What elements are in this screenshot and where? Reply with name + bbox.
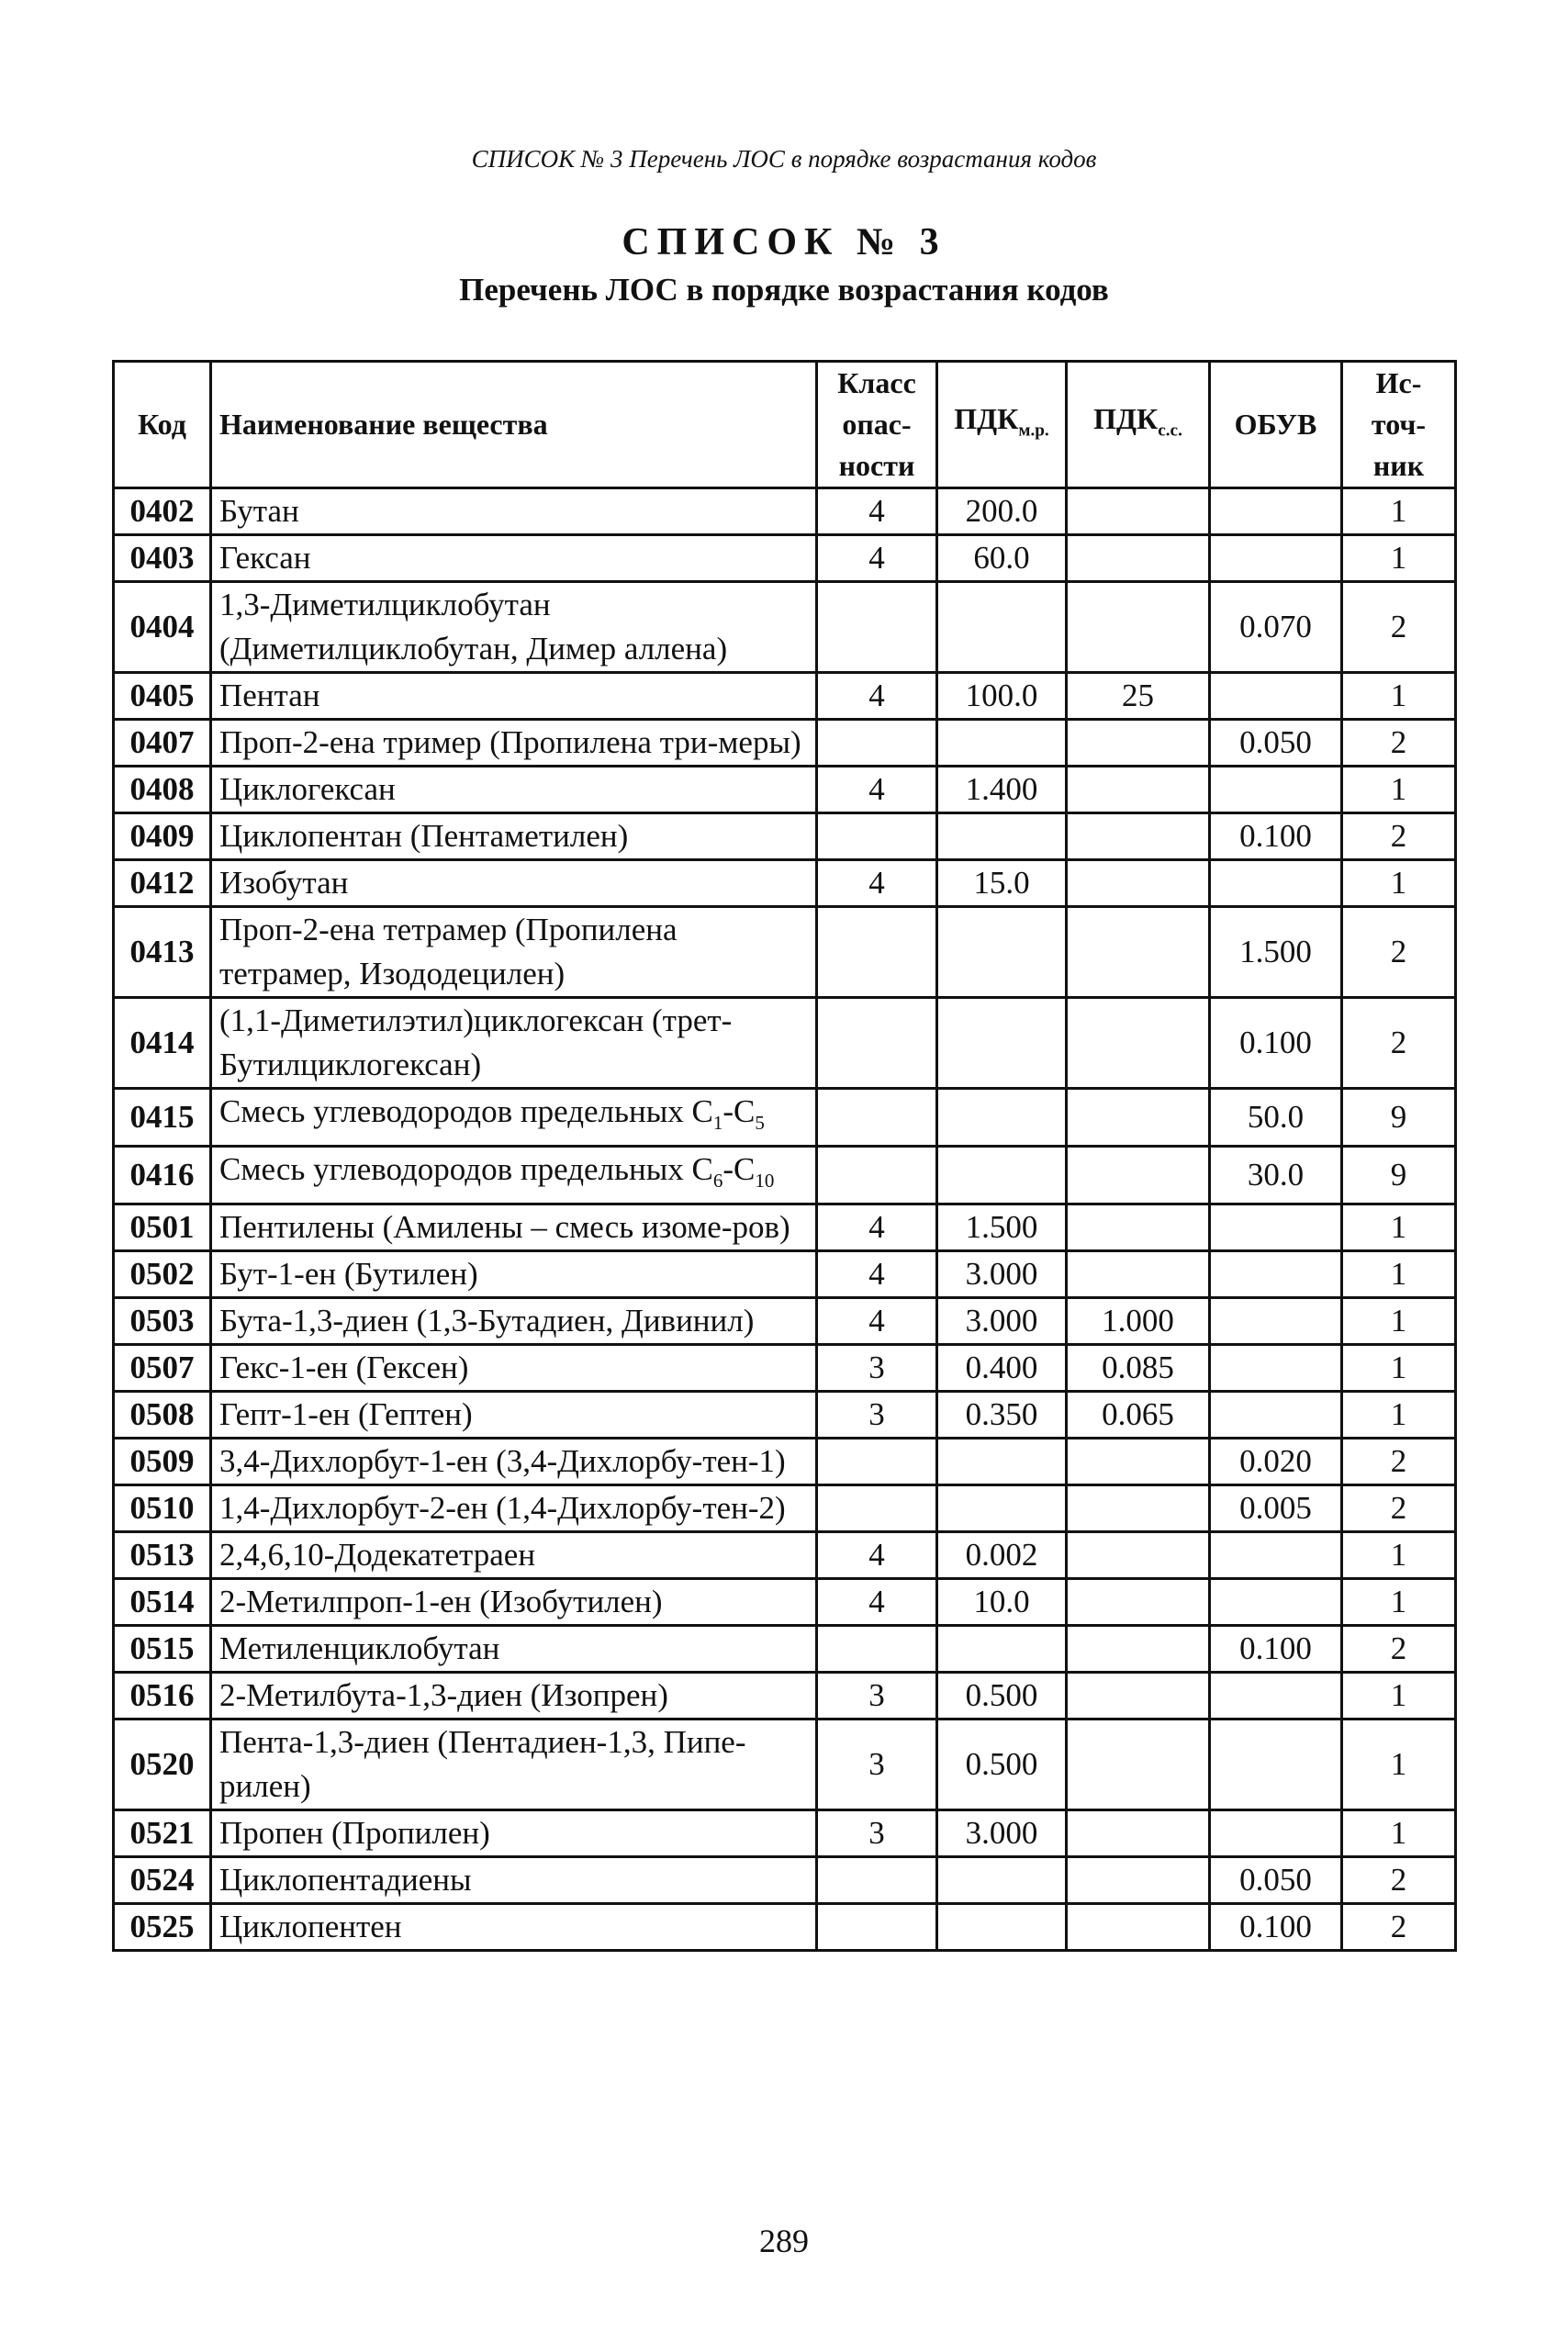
- cell-pdk-ss: [1067, 1147, 1210, 1204]
- cell-pdk-mr: 1.500: [937, 1204, 1067, 1251]
- cell-source: 2: [1342, 1485, 1456, 1532]
- cell-code: 0503: [114, 1298, 211, 1345]
- cell-name: Смесь углеводородов предельных $C_6-C_{10}$: [211, 1147, 817, 1204]
- cell-pdk-ss: 25: [1067, 673, 1210, 720]
- cell-source: 1: [1342, 1204, 1456, 1251]
- cell-pdk-mr: 0.350: [937, 1392, 1067, 1439]
- cell-hazard-class: [817, 720, 937, 767]
- cell-source: 1: [1342, 535, 1456, 582]
- cell-pdk-mr: 3.000: [937, 1810, 1067, 1857]
- col-header-pdk-ss: [1067, 362, 1210, 488]
- cell-obuv: [1210, 860, 1342, 907]
- table-body: [114, 488, 1456, 1951]
- cell-source: 1: [1342, 860, 1456, 907]
- cell-pdk-ss: [1067, 535, 1210, 582]
- hazard-class-line-1: Класс: [837, 366, 916, 399]
- cell-obuv: [1210, 1204, 1342, 1251]
- cell-source: 1: [1342, 1345, 1456, 1392]
- cell-source: 2: [1342, 720, 1456, 767]
- cell-pdk-ss: [1067, 907, 1210, 998]
- cell-hazard-class: 4: [817, 535, 937, 582]
- cell-code: 0509: [114, 1439, 211, 1485]
- cell-obuv: [1210, 1392, 1342, 1439]
- table-row: [114, 1345, 1456, 1392]
- cell-name: Гексан: [211, 535, 817, 582]
- cell-code: 0403: [114, 535, 211, 582]
- table-row: [114, 813, 1456, 860]
- cell-obuv: 0.005: [1210, 1485, 1342, 1532]
- page-subtitle: Перечень ЛОС в порядке возрастания кодов: [459, 272, 1109, 308]
- cell-pdk-ss: [1067, 1857, 1210, 1904]
- cell-hazard-class: 4: [817, 1579, 937, 1626]
- table-row: [114, 720, 1456, 767]
- cell-name: 1,3-Диметилциклобутан (Диметилциклобутан, Димер аллена): [211, 582, 817, 673]
- cell-hazard-class: 4: [817, 860, 937, 907]
- cell-pdk-ss: [1067, 1810, 1210, 1857]
- table-row: [114, 1147, 1456, 1204]
- cell-hazard-class: [817, 1857, 937, 1904]
- cell-pdk-mr: [937, 1439, 1067, 1485]
- cell-code: 0404: [114, 582, 211, 673]
- cell-pdk-mr: 1.400: [937, 767, 1067, 813]
- table-row: [114, 535, 1456, 582]
- cell-pdk-ss: [1067, 1532, 1210, 1579]
- cell-name: Пентилены (Амилены – смесь изоме-ров): [211, 1204, 817, 1251]
- cell-pdk-ss: [1067, 1626, 1210, 1673]
- cell-code: 0414: [114, 998, 211, 1089]
- cell-code: 0402: [114, 488, 211, 535]
- cell-code: 0415: [114, 1089, 211, 1147]
- cell-pdk-mr: 10.0: [937, 1579, 1067, 1626]
- cell-code: 0502: [114, 1251, 211, 1298]
- cell-source: 1: [1342, 1392, 1456, 1439]
- cell-hazard-class: [817, 813, 937, 860]
- table-row: [114, 1904, 1456, 1951]
- cell-obuv: [1210, 1579, 1342, 1626]
- col-header-hazard-class: [817, 362, 937, 488]
- cell-source: 9: [1342, 1089, 1456, 1147]
- source-line-3: ник: [1372, 449, 1425, 482]
- table-row: [114, 907, 1456, 998]
- cell-pdk-mr: [937, 1626, 1067, 1673]
- cell-name: Бута-1,3-диен (1,3-Бутадиен, Дивинил): [211, 1298, 817, 1345]
- table-row: [114, 1857, 1456, 1904]
- cell-name: 2,4,6,10-Додекатетраен: [211, 1532, 817, 1579]
- cell-code: 0408: [114, 767, 211, 813]
- cell-obuv: [1210, 1345, 1342, 1392]
- table-row: [114, 1089, 1456, 1147]
- cell-source: 2: [1342, 907, 1456, 998]
- cell-pdk-mr: [937, 907, 1067, 998]
- pdk-ss-label: ПДК: [1093, 401, 1159, 435]
- cell-name: Пентан: [211, 673, 817, 720]
- cell-obuv: [1210, 488, 1342, 535]
- cell-source: 2: [1342, 1439, 1456, 1485]
- table-row: [114, 1298, 1456, 1345]
- cell-hazard-class: 3: [817, 1810, 937, 1857]
- table-row: [114, 1392, 1456, 1439]
- cell-obuv: 50.0: [1210, 1089, 1342, 1147]
- cell-name: Циклогексан: [211, 767, 817, 813]
- source-line-2: точ-: [1371, 408, 1427, 441]
- cell-obuv: [1210, 1810, 1342, 1857]
- cell-code: 0524: [114, 1857, 211, 1904]
- cell-obuv: 0.100: [1210, 998, 1342, 1089]
- table-row: [114, 1626, 1456, 1673]
- cell-hazard-class: [817, 1147, 937, 1204]
- cell-hazard-class: [817, 1904, 937, 1951]
- page-number: 289: [759, 2223, 809, 2259]
- cell-obuv: [1210, 1719, 1342, 1810]
- cell-pdk-mr: [937, 1089, 1067, 1147]
- cell-code: 0409: [114, 813, 211, 860]
- cell-pdk-mr: 60.0: [937, 535, 1067, 582]
- cell-code: 0412: [114, 860, 211, 907]
- cell-pdk-ss: [1067, 1439, 1210, 1485]
- cell-source: 1: [1342, 488, 1456, 535]
- cell-pdk-ss: [1067, 582, 1210, 673]
- cell-hazard-class: 4: [817, 1251, 937, 1298]
- cell-code: 0405: [114, 673, 211, 720]
- table-row: [114, 1439, 1456, 1485]
- cell-pdk-ss: [1067, 1719, 1210, 1810]
- cell-source: 2: [1342, 1626, 1456, 1673]
- cell-code: 0525: [114, 1904, 211, 1951]
- cell-pdk-ss: [1067, 488, 1210, 535]
- cell-pdk-ss: [1067, 1485, 1210, 1532]
- cell-code: 0501: [114, 1204, 211, 1251]
- cell-pdk-ss: [1067, 1089, 1210, 1147]
- cell-pdk-ss: [1067, 720, 1210, 767]
- cell-obuv: 0.100: [1210, 1904, 1342, 1951]
- cell-obuv: 0.100: [1210, 813, 1342, 860]
- table-row: [114, 1810, 1456, 1857]
- cell-source: 9: [1342, 1147, 1456, 1204]
- cell-pdk-mr: 0.500: [937, 1673, 1067, 1719]
- hazard-class-line-3: ности: [838, 449, 915, 482]
- cell-hazard-class: 4: [817, 488, 937, 535]
- cell-hazard-class: [817, 1626, 937, 1673]
- cell-hazard-class: 4: [817, 1532, 937, 1579]
- cell-obuv: 0.070: [1210, 582, 1342, 673]
- table-row: [114, 1673, 1456, 1719]
- cell-hazard-class: [817, 1439, 937, 1485]
- cell-code: 0520: [114, 1719, 211, 1810]
- cell-source: 1: [1342, 1579, 1456, 1626]
- cell-pdk-mr: 3.000: [937, 1251, 1067, 1298]
- cell-obuv: [1210, 673, 1342, 720]
- cell-pdk-mr: 15.0: [937, 860, 1067, 907]
- cell-code: 0521: [114, 1810, 211, 1857]
- col-header-source: [1342, 362, 1456, 488]
- cell-code: 0510: [114, 1485, 211, 1532]
- cell-obuv: [1210, 1532, 1342, 1579]
- table-row: [114, 1579, 1456, 1626]
- cell-source: 1: [1342, 767, 1456, 813]
- cell-pdk-mr: 0.400: [937, 1345, 1067, 1392]
- cell-pdk-ss: [1067, 1904, 1210, 1951]
- cell-name: Бут-1-ен (Бутилен): [211, 1251, 817, 1298]
- cell-code: 0515: [114, 1626, 211, 1673]
- source-line-1: Ис-: [1375, 366, 1422, 399]
- cell-name: (1,1-Диметилэтил)циклогексан (трет-Бутилциклогексан): [211, 998, 817, 1089]
- cell-pdk-mr: 0.002: [937, 1532, 1067, 1579]
- cell-source: 2: [1342, 813, 1456, 860]
- cell-pdk-ss: [1067, 767, 1210, 813]
- cell-obuv: [1210, 767, 1342, 813]
- cell-code: 0514: [114, 1579, 211, 1626]
- cell-name: Пента-1,3-диен (Пентадиен-1,3, Пипе-рилен): [211, 1719, 817, 1810]
- cell-source: 1: [1342, 673, 1456, 720]
- cell-pdk-mr: [937, 720, 1067, 767]
- cell-obuv: 0.100: [1210, 1626, 1342, 1673]
- cell-name: Гепт-1-ен (Гептен): [211, 1392, 817, 1439]
- cell-pdk-mr: [937, 998, 1067, 1089]
- cell-hazard-class: 3: [817, 1345, 937, 1392]
- cell-obuv: 30.0: [1210, 1147, 1342, 1204]
- pdk-mr-sub: м.р.: [1018, 420, 1049, 441]
- cell-name: Метиленциклобутан: [211, 1626, 817, 1673]
- cell-pdk-ss: [1067, 1579, 1210, 1626]
- cell-name: Изобутан: [211, 860, 817, 907]
- cell-pdk-mr: 0.500: [937, 1719, 1067, 1810]
- cell-hazard-class: 4: [817, 767, 937, 813]
- cell-pdk-mr: [937, 1857, 1067, 1904]
- cell-source: 2: [1342, 1904, 1456, 1951]
- cell-obuv: [1210, 1298, 1342, 1345]
- cell-hazard-class: 4: [817, 673, 937, 720]
- cell-obuv: 1.500: [1210, 907, 1342, 998]
- cell-source: 1: [1342, 1251, 1456, 1298]
- pdk-mr-label: ПДК: [954, 401, 1019, 435]
- cell-obuv: 0.050: [1210, 1857, 1342, 1904]
- running-header: СПИСОК № 3 Перечень ЛОС в порядке возрастания кодов: [471, 145, 1097, 173]
- cell-hazard-class: 3: [817, 1673, 937, 1719]
- cell-obuv: 0.020: [1210, 1439, 1342, 1485]
- cell-source: 1: [1342, 1673, 1456, 1719]
- cell-hazard-class: 3: [817, 1392, 937, 1439]
- cell-pdk-mr: 3.000: [937, 1298, 1067, 1345]
- cell-source: 2: [1342, 1857, 1456, 1904]
- cell-hazard-class: [817, 582, 937, 673]
- cell-pdk-mr: [937, 1904, 1067, 1951]
- table-row: [114, 998, 1456, 1089]
- cell-hazard-class: [817, 907, 937, 998]
- col-header-code: Код: [114, 362, 211, 488]
- cell-code: 0407: [114, 720, 211, 767]
- table-row: [114, 1485, 1456, 1532]
- table-row: [114, 582, 1456, 673]
- cell-pdk-ss: [1067, 998, 1210, 1089]
- cell-pdk-mr: [937, 813, 1067, 860]
- table-row: [114, 1532, 1456, 1579]
- cell-source: 1: [1342, 1719, 1456, 1810]
- cell-code: 0508: [114, 1392, 211, 1439]
- cell-pdk-mr: [937, 582, 1067, 673]
- cell-name: Циклопентан (Пентаметилен): [211, 813, 817, 860]
- cell-pdk-mr: 200.0: [937, 488, 1067, 535]
- cell-pdk-ss: [1067, 1204, 1210, 1251]
- cell-obuv: [1210, 1673, 1342, 1719]
- table-row: [114, 488, 1456, 535]
- cell-code: 0513: [114, 1532, 211, 1579]
- table-row: [114, 767, 1456, 813]
- cell-pdk-ss: [1067, 860, 1210, 907]
- col-header-name: Наименование вещества: [211, 362, 817, 488]
- cell-pdk-ss: 0.065: [1067, 1392, 1210, 1439]
- cell-name: 2-Метилпроп-1-ен (Изобутилен): [211, 1579, 817, 1626]
- cell-source: 1: [1342, 1532, 1456, 1579]
- pdk-ss-sub: с.с.: [1158, 420, 1182, 441]
- cell-pdk-ss: 0.085: [1067, 1345, 1210, 1392]
- col-header-pdk-mr: [937, 362, 1067, 488]
- cell-hazard-class: [817, 1089, 937, 1147]
- cell-name: 2-Метилбута-1,3-диен (Изопрен): [211, 1673, 817, 1719]
- cell-source: 1: [1342, 1298, 1456, 1345]
- cell-code: 0416: [114, 1147, 211, 1204]
- cell-obuv: [1210, 535, 1342, 582]
- cell-source: 2: [1342, 582, 1456, 673]
- cell-hazard-class: [817, 998, 937, 1089]
- cell-pdk-ss: [1067, 1673, 1210, 1719]
- cell-hazard-class: [817, 1485, 937, 1532]
- table-row: [114, 860, 1456, 907]
- cell-name: 1,4-Дихлорбут-2-ен (1,4-Дихлорбу-тен-2): [211, 1485, 817, 1532]
- cell-source: 1: [1342, 1810, 1456, 1857]
- cell-obuv: 0.050: [1210, 720, 1342, 767]
- cell-name: 3,4-Дихлорбут-1-ен (3,4-Дихлорбу-тен-1): [211, 1439, 817, 1485]
- los-table: [112, 360, 1457, 1952]
- cell-code: 0516: [114, 1673, 211, 1719]
- cell-pdk-mr: [937, 1485, 1067, 1532]
- cell-pdk-ss: [1067, 1251, 1210, 1298]
- table-row: [114, 1719, 1456, 1810]
- cell-hazard-class: 4: [817, 1298, 937, 1345]
- cell-name: Циклопентадиены: [211, 1857, 817, 1904]
- table-header-row: [114, 362, 1456, 488]
- cell-obuv: [1210, 1251, 1342, 1298]
- cell-pdk-mr: 100.0: [937, 673, 1067, 720]
- cell-pdk-mr: [937, 1147, 1067, 1204]
- page-title: СПИСОК № 3: [622, 221, 946, 263]
- table-row: [114, 673, 1456, 720]
- hazard-class-line-2: опас-: [842, 408, 912, 441]
- col-header-obuv: ОБУВ: [1210, 362, 1342, 488]
- cell-hazard-class: 4: [817, 1204, 937, 1251]
- cell-source: 2: [1342, 998, 1456, 1089]
- cell-hazard-class: 3: [817, 1719, 937, 1810]
- cell-name: Проп-2-ена тример (Пропилена три-меры): [211, 720, 817, 767]
- cell-name: Пропен (Пропилен): [211, 1810, 817, 1857]
- cell-code: 0413: [114, 907, 211, 998]
- cell-name: Бутан: [211, 488, 817, 535]
- cell-pdk-ss: 1.000: [1067, 1298, 1210, 1345]
- cell-pdk-ss: [1067, 813, 1210, 860]
- cell-name: Циклопентен: [211, 1904, 817, 1951]
- cell-name: Проп-2-ена тетрамер (Пропилена тетрамер, Изододецилен): [211, 907, 817, 998]
- table-row: [114, 1204, 1456, 1251]
- table-row: [114, 1251, 1456, 1298]
- cell-name: Смесь углеводородов предельных $C_1-C_5$: [211, 1089, 817, 1147]
- cell-code: 0507: [114, 1345, 211, 1392]
- cell-name: Гекс-1-ен (Гексен): [211, 1345, 817, 1392]
